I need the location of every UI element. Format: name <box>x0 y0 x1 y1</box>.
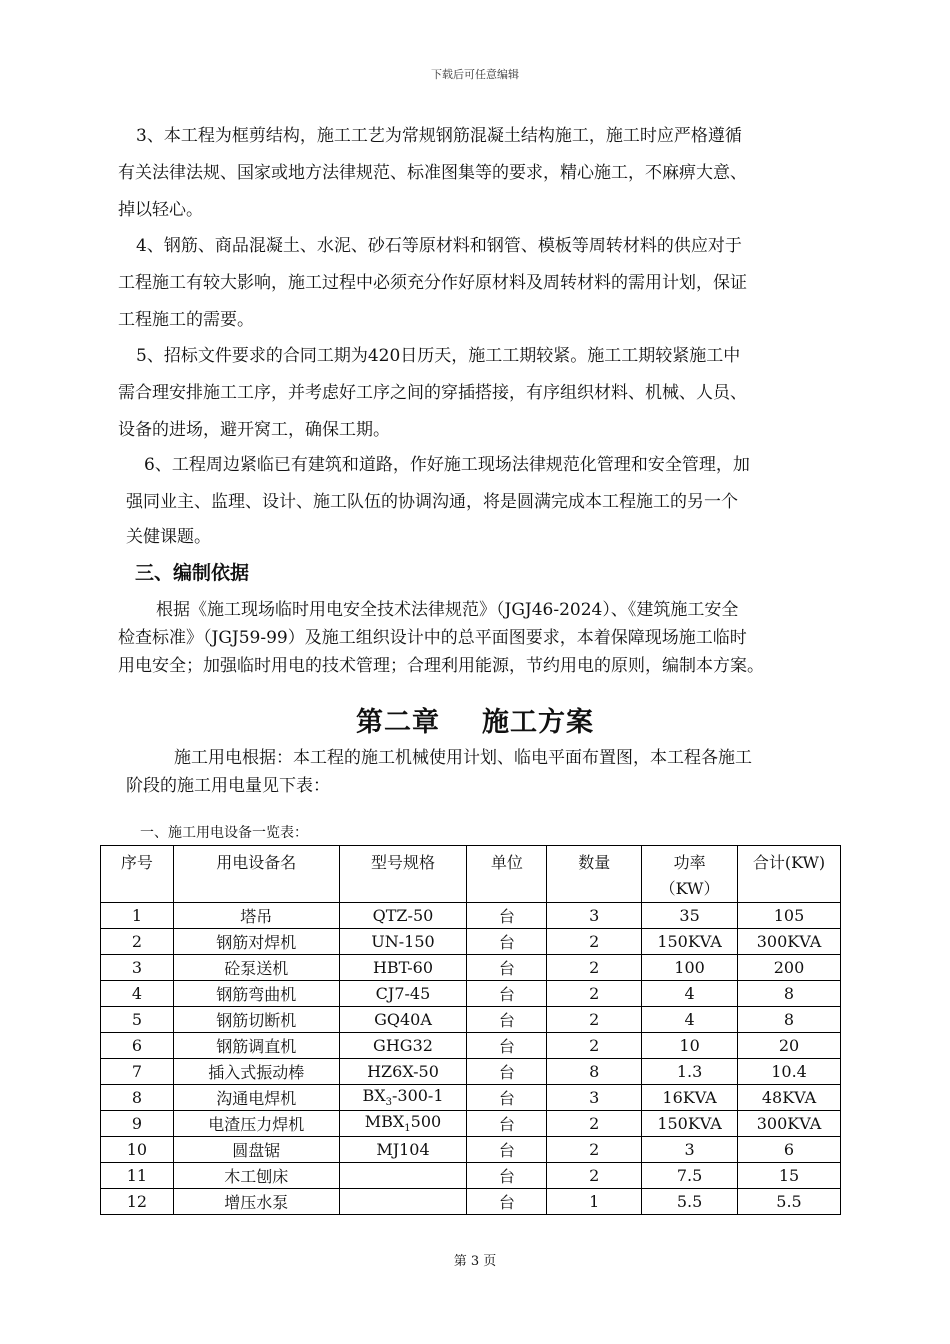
header-cell: 序号 <box>101 846 174 903</box>
table-cell <box>339 1085 467 1111</box>
table-cell: 台 <box>467 1033 547 1059</box>
table-caption: 一、施工用电设备一览表： <box>140 825 308 841</box>
table-cell: UN-150 <box>339 929 467 955</box>
table-cell: 2 <box>547 955 642 981</box>
table-cell: 3 <box>547 903 642 929</box>
table-cell: 11 <box>101 1163 174 1189</box>
chapter-label: 第二章 <box>356 707 440 738</box>
table-cell: 台 <box>467 1163 547 1189</box>
table-cell: 5.5 <box>642 1189 738 1215</box>
table-cell: 钢筋对焊机 <box>173 929 339 955</box>
para-line: 工程施工的需要。 <box>118 310 254 330</box>
table-cell: 200 <box>738 955 841 981</box>
table-cell: 8 <box>738 981 841 1007</box>
table-row <box>101 1137 841 1163</box>
table-cell: 3 <box>642 1137 738 1163</box>
table-cell: 15 <box>738 1163 841 1189</box>
table-cell: 台 <box>467 1189 547 1215</box>
intro-line: 阶段的施工用电量见下表： <box>126 776 330 796</box>
table-cell: 300KVA <box>738 929 841 955</box>
table-cell: 台 <box>467 955 547 981</box>
table-cell: 台 <box>467 1059 547 1085</box>
model-subscript: 3 <box>385 1097 392 1109</box>
table-row <box>101 1007 841 1033</box>
chapter-title: 施工方案 <box>482 707 594 738</box>
model-prefix: BX <box>362 1086 386 1106</box>
table-cell: 砼泵送机 <box>173 955 339 981</box>
table-cell: 4 <box>101 981 174 1007</box>
table-cell: 150KVA <box>642 929 738 955</box>
header-cell: 数量 <box>547 846 642 903</box>
table-cell: 台 <box>467 981 547 1007</box>
table-cell: 10 <box>642 1033 738 1059</box>
header-cell <box>642 846 738 903</box>
table-cell: 4 <box>642 981 738 1007</box>
table-cell <box>339 1189 467 1215</box>
table-cell: 增压水泵 <box>173 1189 339 1215</box>
table-cell: HBT-60 <box>339 955 467 981</box>
table-cell: 2 <box>547 1033 642 1059</box>
table-cell: 12 <box>101 1189 174 1215</box>
table-row <box>101 1085 841 1111</box>
table-cell: 300KVA <box>738 1111 841 1137</box>
table-cell: GHG32 <box>339 1033 467 1059</box>
section-title: 三、编制依据 <box>135 562 250 584</box>
chapter-heading <box>0 700 950 739</box>
table-cell: 台 <box>467 929 547 955</box>
header-cell: 型号规格 <box>339 846 467 903</box>
table-cell: 电渣压力焊机 <box>173 1111 339 1137</box>
table-row <box>101 1189 841 1215</box>
table-row <box>101 903 841 929</box>
table-cell: 2 <box>547 1137 642 1163</box>
para-line: 有关法律法规、国家或地方法律规范、标准图集等的要求，精心施工，不麻痹大意、 <box>118 163 747 183</box>
model-suffix: -300-1 <box>391 1086 444 1106</box>
para-line: 3、本工程为框剪结构，施工工艺为常规钢筋混凝土结构施工，施工时应严格遵循 <box>136 126 742 146</box>
equipment-table <box>100 845 841 1215</box>
para-line: 掉以轻心。 <box>118 200 203 220</box>
table-cell: HZ6X-50 <box>339 1059 467 1085</box>
table-cell: 3 <box>101 955 174 981</box>
table-cell: 2 <box>547 1163 642 1189</box>
table-cell: 2 <box>547 981 642 1007</box>
header-power-unit: （KW） <box>659 879 720 898</box>
table-cell: 台 <box>467 1085 547 1111</box>
table-cell: 2 <box>547 1111 642 1137</box>
table-cell: GQ40A <box>339 1007 467 1033</box>
basis-line: 根据《施工现场临时用电安全技术法律规范》（JGJ46-2024）、《建筑施工安全 <box>156 600 739 620</box>
paragraph-3 <box>118 118 834 229</box>
model-suffix: 500 <box>410 1112 442 1132</box>
table-cell: 钢筋调直机 <box>173 1033 339 1059</box>
basis-paragraph <box>118 596 838 680</box>
table-cell: QTZ-50 <box>339 903 467 929</box>
table-cell: 台 <box>467 1007 547 1033</box>
table-cell: 2 <box>547 1007 642 1033</box>
table-cell <box>339 1163 467 1189</box>
table-cell: 塔吊 <box>173 903 339 929</box>
model-subscript: 1 <box>404 1123 411 1135</box>
table-cell <box>339 1111 467 1137</box>
table-cell: 150KVA <box>642 1111 738 1137</box>
para-line: 需合理安排施工工序，并考虑好工序之间的穿插搭接，有序组织材料、机械、人员、 <box>118 383 747 403</box>
table-cell: 3 <box>547 1085 642 1111</box>
table-cell: CJ7-45 <box>339 981 467 1007</box>
table-cell: 48KVA <box>738 1085 841 1111</box>
table-cell: 5.5 <box>738 1189 841 1215</box>
table-cell: 9 <box>101 1111 174 1137</box>
table-cell: 1.3 <box>642 1059 738 1085</box>
table-cell: 圆盘锯 <box>173 1137 339 1163</box>
table-cell: 台 <box>467 903 547 929</box>
table-cell: 5 <box>101 1007 174 1033</box>
table-cell: 105 <box>738 903 841 929</box>
basis-line: 检查标准》（JGJ59-99）及施工组织设计中的总平面图要求，本着保障现场施工临时 <box>118 628 747 648</box>
intro-line: 施工用电根据：本工程的施工机械使用计划、临电平面布置图，本工程各施工 <box>174 748 752 768</box>
table-cell: 台 <box>467 1137 547 1163</box>
paragraph-6 <box>118 447 834 553</box>
table-cell: 台 <box>467 1111 547 1137</box>
paragraph-4 <box>118 228 834 339</box>
table-row <box>101 929 841 955</box>
table-cell: 木工刨床 <box>173 1163 339 1189</box>
model-prefix: MBX <box>364 1112 405 1132</box>
para-line: 4、钢筋、商品混凝土、水泥、砂石等原材料和钢管、模板等周转材料的供应对于 <box>136 236 742 256</box>
table-cell: 6 <box>101 1033 174 1059</box>
table-cell: 1 <box>101 903 174 929</box>
header-cell: 单位 <box>467 846 547 903</box>
para-line: 工程施工有较大影响，施工过程中必须充分作好原材料及周转材料的需用计划，保证 <box>118 273 747 293</box>
table-cell: 1 <box>547 1189 642 1215</box>
table-cell: 6 <box>738 1137 841 1163</box>
table-cell: 4 <box>642 1007 738 1033</box>
table-cell: 2 <box>101 929 174 955</box>
para-line: 5、招标文件要求的合同工期为420日历天，施工工期较紧。施工工期较紧施工中 <box>136 346 741 366</box>
paragraph-5 <box>118 338 834 449</box>
header-cell: 用电设备名 <box>173 846 339 903</box>
table-cell: 8 <box>547 1059 642 1085</box>
para-line: 6、工程周边紧临已有建筑和道路，作好施工现场法律规范化管理和安全管理，加 <box>144 455 750 475</box>
table-row <box>101 1163 841 1189</box>
table-row <box>101 955 841 981</box>
table-cell: 钢筋弯曲机 <box>173 981 339 1007</box>
table-cell: 钢筋切断机 <box>173 1007 339 1033</box>
table-cell: 7 <box>101 1059 174 1085</box>
table-row <box>101 1033 841 1059</box>
table-cell: 20 <box>738 1033 841 1059</box>
para-line: 设备的进场，避开窝工，确保工期。 <box>118 420 390 440</box>
table-cell: 沟通电焊机 <box>173 1085 339 1111</box>
table-cell: 10 <box>101 1137 174 1163</box>
intro-paragraph <box>118 744 838 800</box>
table-cell: MJ104 <box>339 1137 467 1163</box>
table-row <box>101 1111 841 1137</box>
header-power: 功率 <box>673 853 706 872</box>
table-cell: 35 <box>642 903 738 929</box>
table-header-row <box>101 846 841 903</box>
table-cell: 插入式振动棒 <box>173 1059 339 1085</box>
page-footer: 第 3 页 <box>453 1254 497 1269</box>
table-cell: 10.4 <box>738 1059 841 1085</box>
para-line: 关健课题。 <box>126 527 211 547</box>
para-line: 强同业主、监理、设计、施工队伍的协调沟通，将是圆满完成本工程施工的另一个 <box>126 492 738 512</box>
table-cell: 7.5 <box>642 1163 738 1189</box>
table-cell: 100 <box>642 955 738 981</box>
table-cell: 8 <box>738 1007 841 1033</box>
table-row <box>101 981 841 1007</box>
table-row <box>101 1059 841 1085</box>
table-cell: 2 <box>547 929 642 955</box>
table-cell: 8 <box>101 1085 174 1111</box>
table-cell: 16KVA <box>642 1085 738 1111</box>
basis-line: 用电安全；加强临时用电的技术管理；合理利用能源，节约用电的原则，编制本方案。 <box>118 656 764 676</box>
page-header: 下载后可任意编辑 <box>431 68 519 81</box>
header-cell: 合计(KW) <box>738 846 841 903</box>
